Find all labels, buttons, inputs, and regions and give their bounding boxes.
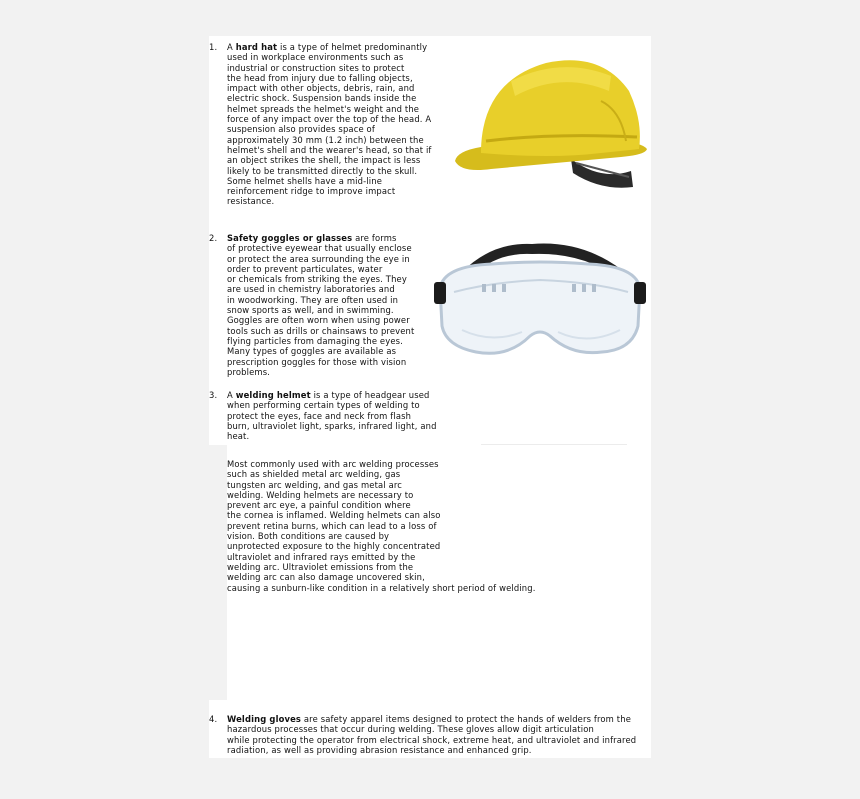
item-line: are forms: [352, 233, 397, 243]
hard-hat-photo: [451, 41, 649, 192]
divider: [481, 444, 627, 445]
item-line: in woodworking. They are often used in: [227, 294, 399, 305]
item-line: reinforcement ridge to improve impact: [227, 186, 396, 197]
item-line: or chemicals from striking the eyes. They: [227, 274, 407, 285]
item-term: Safety goggles or glasses: [227, 233, 353, 243]
item-line: Goggles are often worn when using power: [227, 315, 410, 326]
item-line: burn, ultraviolet light, sparks, infrared light, and: [227, 420, 437, 431]
item-line: are safety apparel items designed to protect the hands of welders from the: [301, 714, 632, 724]
page-gap: [209, 445, 227, 700]
item-line: heat.: [227, 431, 250, 442]
item-line: welding arc. Ultraviolet emissions from the: [227, 561, 414, 572]
item-line: order to prevent particulates, water: [227, 263, 383, 274]
item-line: force of any impact over the top of the head. A: [227, 114, 432, 125]
item-line: while protecting the operator from electrical shock, extreme heat, and ultraviolet and infrared: [227, 734, 637, 745]
item-line: Some helmet shells have a mid-line: [227, 175, 383, 186]
item-first-line: [227, 390, 449, 400]
item-line: hazardous processes that occur during welding. These gloves allow digit articulation: [227, 724, 594, 735]
item-first-line: [227, 42, 449, 52]
item-number: 3.: [209, 390, 218, 400]
document-page: [209, 36, 651, 758]
item-term: welding helmet: [235, 390, 311, 400]
item-line: used in workplace environments such as: [227, 52, 404, 63]
item-number: 2.: [209, 233, 218, 243]
safety-goggles-photo: [432, 232, 648, 369]
item-line: is a type of helmet predominantly: [277, 42, 428, 52]
item-line: prevent retina burns, which can lead to a loss of: [227, 520, 437, 531]
item-line: electric shock. Suspension bands inside the: [227, 93, 417, 104]
item-term: hard hat: [235, 42, 278, 52]
item-line: problems.: [227, 366, 271, 377]
item-line: unprotected exposure to the highly concentrated: [227, 541, 441, 552]
item-line: welding arc can also damage uncovered skin,: [227, 572, 425, 583]
item-prefix: A: [227, 390, 236, 400]
item-line: welding. Welding helmets are necessary to: [227, 489, 414, 500]
item-line: protect the eyes, face and neck from flash: [227, 410, 412, 421]
item-line: causing a sunburn-like condition in a relatively short period of welding.: [227, 582, 536, 593]
item-line: or protect the area surrounding the eye in: [227, 253, 410, 264]
item-line: resistance.: [227, 196, 275, 207]
item-number: 4.: [209, 714, 218, 724]
item-first-line: [227, 714, 649, 724]
item-term: Welding gloves: [227, 714, 302, 724]
item-line: impact with other objects, debris, rain, and: [227, 83, 415, 94]
item-line: the cornea is inflamed. Welding helmets can also: [227, 510, 441, 521]
item-line: suspension also provides space of: [227, 124, 375, 135]
item-text: [227, 390, 449, 441]
item-line: is a type of headgear used: [310, 390, 430, 400]
item-line: prevent arc eye, a painful condition where: [227, 500, 411, 511]
item-line: when performing certain types of welding to: [227, 400, 420, 411]
safety-goggles-image: [432, 232, 648, 369]
item-line: prescription goggles for those with vision: [227, 356, 407, 367]
item-line: industrial or construction sites to protect: [227, 62, 405, 73]
item-line: radiation, as well as providing abrasion resistance and enhanced grip.: [227, 744, 532, 755]
item-line: flying particles from damaging the eyes.: [227, 335, 403, 346]
item-line: helmet's shell and the wearer's head, so that if: [227, 144, 432, 155]
item-line: vision. Both conditions are caused by: [227, 531, 390, 542]
hard-hat-image: [451, 41, 649, 192]
item-line: likely to be transmitted directly to the skull.: [227, 165, 418, 176]
item-line: snow sports as well, and in swimming.: [227, 305, 394, 316]
item-line: Most commonly used with arc welding processes: [227, 459, 439, 469]
welding-helmet-paragraph: [227, 459, 557, 593]
item-line: Many types of goggles are available as: [227, 346, 397, 357]
item-line: such as shielded metal arc welding, gas: [227, 469, 401, 480]
item-line: tools such as drills or chainsaws to prevent: [227, 325, 415, 336]
item-line: the head from injury due to falling objects,: [227, 72, 413, 83]
item-number: 1.: [209, 42, 218, 52]
item-line: of protective eyewear that usually enclose: [227, 243, 412, 254]
item-line: approximately 30 mm (1.2 inch) between the: [227, 134, 424, 145]
item-text: [227, 233, 427, 377]
item-line: ultraviolet and infrared rays emitted by the: [227, 551, 416, 562]
item-first-line: [227, 233, 427, 243]
item-text: [227, 42, 449, 207]
item-line: an object strikes the shell, the impact is less: [227, 155, 421, 166]
item-line: are used in chemistry laboratories and: [227, 284, 395, 295]
item-line: tungsten arc welding, and gas metal arc: [227, 479, 403, 490]
item-prefix: A: [227, 42, 236, 52]
item-line: helmet spreads the helmet's weight and the: [227, 103, 420, 114]
item-text: [227, 714, 649, 755]
